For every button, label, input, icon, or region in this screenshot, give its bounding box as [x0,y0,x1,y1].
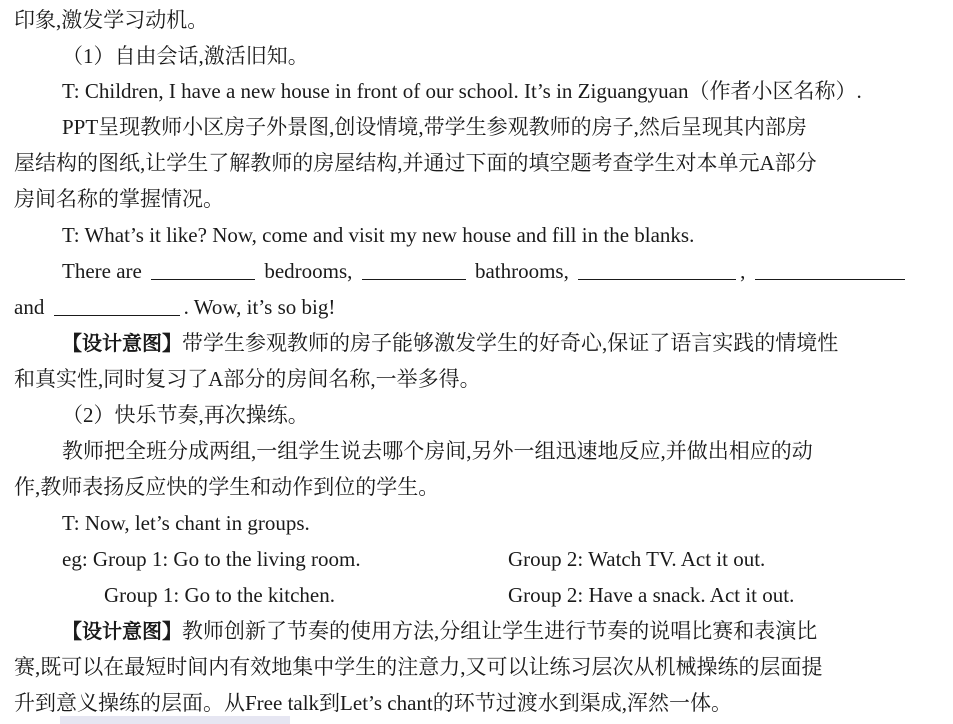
example-row [104,577,938,613]
text-line: 印象,激发学习动机。 [14,8,209,32]
text-line: 作,教师表扬反应快的学生和动作到位的学生。 [14,475,440,499]
text-span: bedrooms, [264,259,353,283]
teacher-line: T: What’s it like? Now, come and visit my new house and fill in the blanks. [62,223,695,247]
text-span: bathrooms, [474,259,569,283]
text-line: 房间名称的掌握情况。 [14,187,224,211]
fill-in-line [62,253,938,289]
example-group2: Group 2: Watch TV. Act it out. [508,547,766,571]
blank-field [755,257,905,280]
blank-field [151,257,255,280]
text-line: 赛,既可以在最短时间内有效地集中学生的注意力,又可以让练习层次从机械操练的层面提 [14,655,823,679]
text-line: 屋结构的图纸,让学生了解教师的房屋结构,并通过下面的填空题考查学生对本单元A部分 [14,151,817,175]
text-span: , [740,259,746,283]
example-group1: eg: Group 1: Go to the living room. [62,547,361,571]
text-line: 和真实性,同时复习了A部分的房间名称,一举多得。 [14,367,481,391]
text-line: 教师把全班分成两组,一组学生说去哪个房间,另外一组迅速地反应,并做出相应的动 [62,439,813,463]
text-span: . Wow, it’s so big! [183,295,336,319]
text-line: PPT呈现教师小区房子外景图,创设情境,带学生参观教师的房子,然后呈现其内部房 [62,115,807,139]
example-group1: Group 1: Go to the kitchen. [104,583,335,607]
design-intent-tag: 【设计意图】 [62,331,182,355]
text-span: There are [62,259,142,283]
teacher-line: T: Now, let’s chant in groups. [62,511,310,535]
page-edge-shade [60,716,290,724]
design-intent [62,613,938,649]
blank-field [362,257,466,280]
blank-field [578,257,736,280]
teacher-line: T: Children, I have a new house in front of our school. It’s in Ziguangyuan（作者小区名称）. [62,79,862,103]
example-row [62,541,938,577]
design-intent-tag: 【设计意图】 [62,619,182,643]
example-group2: Group 2: Have a snack. Act it out. [508,583,795,607]
fill-in-line [14,289,938,325]
design-intent [62,325,938,361]
text-line: 升到意义操练的层面。从Free talk到Let’s chant的环节过渡水到渠成,浑然一体。 [14,691,733,715]
text-span: 带学生参观教师的房子能够激发学生的好奇心,保证了语言实践的情境性 [182,331,839,355]
blank-field [54,293,180,316]
text-span: 教师创新了节奏的使用方法,分组让学生进行节奏的说唱比赛和表演比 [182,619,818,643]
section-heading: （1）自由会话,激活旧知。 [62,44,309,68]
text-span: and [14,295,45,319]
section-heading: （2）快乐节奏,再次操练。 [62,403,309,427]
